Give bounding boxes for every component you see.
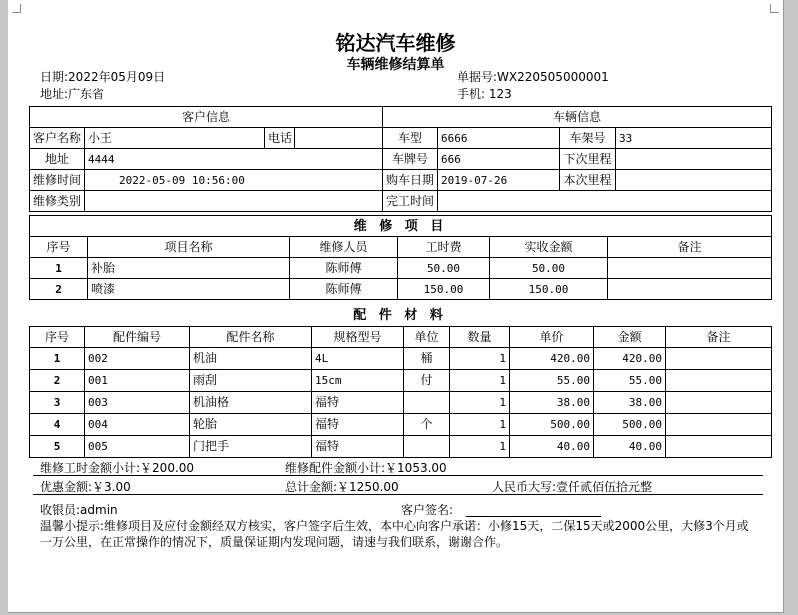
parts-row: [30, 392, 772, 414]
document-title: 车辆维修结算单: [346, 57, 445, 73]
customer-signature-line[interactable]: [466, 516, 601, 517]
part-amount: 40.00: [594, 436, 666, 458]
totals-divider: [33, 475, 763, 476]
repair-time-value: 2022-05-09 10:56:00: [85, 170, 383, 191]
customer-name-value: 小王: [85, 128, 265, 149]
plate-value: 666: [438, 149, 560, 170]
shop-phone: 手机: 123: [457, 87, 512, 101]
part-price: 40.00: [510, 436, 594, 458]
service-fee: 50.00: [398, 258, 490, 279]
tel-value: [295, 128, 383, 149]
parts-header-price: 单价: [510, 327, 594, 348]
parts-subtotal: 维修配件金额小计:￥1053.00: [285, 461, 447, 475]
company-name: 铭达汽车维修: [335, 31, 456, 55]
service-fee: 150.00: [398, 279, 490, 300]
parts-row: [30, 414, 772, 436]
part-qty: 1: [450, 414, 510, 436]
services-row: [30, 258, 772, 279]
services-header-note: 备注: [608, 237, 772, 258]
services-header-fee: 工时费: [398, 237, 490, 258]
part-code: 003: [85, 392, 190, 414]
part-name: 机油: [190, 348, 312, 370]
part-unit: 付: [404, 370, 450, 392]
part-price: 55.00: [510, 370, 594, 392]
page-corner-mark: [12, 4, 21, 13]
part-code: 004: [85, 414, 190, 436]
address-value: 4444: [85, 149, 383, 170]
part-name: 雨刮: [190, 370, 312, 392]
plate-label: 车牌号: [383, 149, 438, 170]
part-note: [666, 348, 772, 370]
parts-header-spec: 规格型号: [312, 327, 404, 348]
address-label: 地址: [30, 149, 85, 170]
cashier: 收银员:admin: [40, 503, 118, 517]
part-name: 轮胎: [190, 414, 312, 436]
part-note: [666, 392, 772, 414]
shop-address: 地址:广东省: [40, 87, 105, 101]
part-code: 001: [85, 370, 190, 392]
rmb-uppercase-total: 人民币大写:壹仟贰佰伍拾元整: [492, 480, 653, 494]
part-spec: 4L: [312, 348, 404, 370]
parts-row: [30, 436, 772, 458]
part-name: 机油格: [190, 392, 312, 414]
part-no: 5: [30, 436, 85, 458]
parts-header-code: 配件编号: [85, 327, 190, 348]
service-received: 50.00: [490, 258, 608, 279]
part-spec: 福特: [312, 436, 404, 458]
grand-total: 总计金额:￥1250.00: [285, 480, 399, 494]
service-name: 补胎: [88, 258, 290, 279]
service-staff: 陈师傅: [290, 279, 398, 300]
part-note: [666, 436, 772, 458]
part-code: 005: [85, 436, 190, 458]
labor-subtotal: 维修工时金额小计:￥200.00: [40, 461, 195, 475]
parts-title: 配 件 材 料: [353, 308, 447, 323]
services-header-no: 序号: [30, 237, 88, 258]
service-no: 2: [30, 279, 88, 300]
part-name: 门把手: [190, 436, 312, 458]
part-spec: 福特: [312, 414, 404, 436]
totals-divider: [33, 494, 763, 495]
parts-header-qty: 数量: [450, 327, 510, 348]
finish-time-label: 完工时间: [383, 191, 438, 212]
purchase-date-label: 购车日期: [383, 170, 438, 191]
vehicle-info-header: 车辆信息: [383, 107, 772, 128]
tel-label: 电话: [265, 128, 295, 149]
receipt-number: 单据号:WX220505000001: [457, 70, 609, 84]
part-unit: [404, 392, 450, 414]
next-mileage-value: [616, 149, 772, 170]
part-amount: 500.00: [594, 414, 666, 436]
parts-row: [30, 370, 772, 392]
parts-header-note: 备注: [666, 327, 772, 348]
customer-name-label: 客户名称: [30, 128, 85, 149]
customer-info-header: 客户信息: [30, 107, 383, 128]
part-no: 4: [30, 414, 85, 436]
service-received: 150.00: [490, 279, 608, 300]
current-mileage-value: [616, 170, 772, 191]
service-no: 1: [30, 258, 88, 279]
service-note: [608, 258, 772, 279]
next-mileage-label: 下次里程: [560, 149, 616, 170]
part-unit: [404, 436, 450, 458]
part-qty: 1: [450, 392, 510, 414]
part-no: 2: [30, 370, 85, 392]
services-header-name: 项目名称: [88, 237, 290, 258]
customer-signature-label: 客户签名:: [401, 503, 454, 517]
parts-header-no: 序号: [30, 327, 85, 348]
part-spec: 15cm: [312, 370, 404, 392]
repair-time-label: 维修时间: [30, 170, 85, 191]
part-spec: 福特: [312, 392, 404, 414]
parts-header-name: 配件名称: [190, 327, 312, 348]
part-price: 38.00: [510, 392, 594, 414]
discount-amount: 优惠金额:￥3.00: [40, 480, 131, 494]
service-note: [608, 279, 772, 300]
repair-type-value: [85, 191, 383, 212]
receipt-date: 日期:2022年05月09日: [40, 70, 166, 84]
services-table: [29, 215, 772, 300]
part-note: [666, 370, 772, 392]
info-table: [29, 106, 772, 212]
finish-time-value: [438, 191, 772, 212]
part-note: [666, 414, 772, 436]
services-row: [30, 279, 772, 300]
part-code: 002: [85, 348, 190, 370]
part-qty: 1: [450, 348, 510, 370]
model-value: 6666: [438, 128, 560, 149]
part-qty: 1: [450, 436, 510, 458]
services-header-staff: 维修人员: [290, 237, 398, 258]
parts-header-amount: 金额: [594, 327, 666, 348]
parts-header-unit: 单位: [404, 327, 450, 348]
part-amount: 38.00: [594, 392, 666, 414]
parts-table: [29, 326, 772, 458]
part-amount: 420.00: [594, 348, 666, 370]
part-qty: 1: [450, 370, 510, 392]
service-name: 喷漆: [88, 279, 290, 300]
part-price: 420.00: [510, 348, 594, 370]
part-price: 500.00: [510, 414, 594, 436]
purchase-date-value: 2019-07-26: [438, 170, 560, 191]
model-label: 车型: [383, 128, 438, 149]
parts-row: [30, 348, 772, 370]
part-unit: 个: [404, 414, 450, 436]
warm-reminder: 温馨小提示:维修项目及应付金额经双方核实，客户签字后生效，本中心向客户承诺：小修15天，二保15天或2000公里，大修3个月或一万公里，在正常操作的情况下，质量保证期内发现问题，请速与我们联系，谢谢合作。: [40, 519, 749, 549]
part-no: 3: [30, 392, 85, 414]
services-header-received: 实收金额: [490, 237, 608, 258]
vin-label: 车架号: [560, 128, 616, 149]
page-corner-mark: [770, 4, 779, 13]
part-unit: 桶: [404, 348, 450, 370]
vin-value: 33: [616, 128, 772, 149]
service-staff: 陈师傅: [290, 258, 398, 279]
current-mileage-label: 本次里程: [560, 170, 616, 191]
part-amount: 55.00: [594, 370, 666, 392]
repair-type-label: 维修类别: [30, 191, 85, 212]
receipt-page: [8, 0, 784, 613]
part-no: 1: [30, 348, 85, 370]
services-title: 维 修 项 目: [30, 216, 772, 237]
